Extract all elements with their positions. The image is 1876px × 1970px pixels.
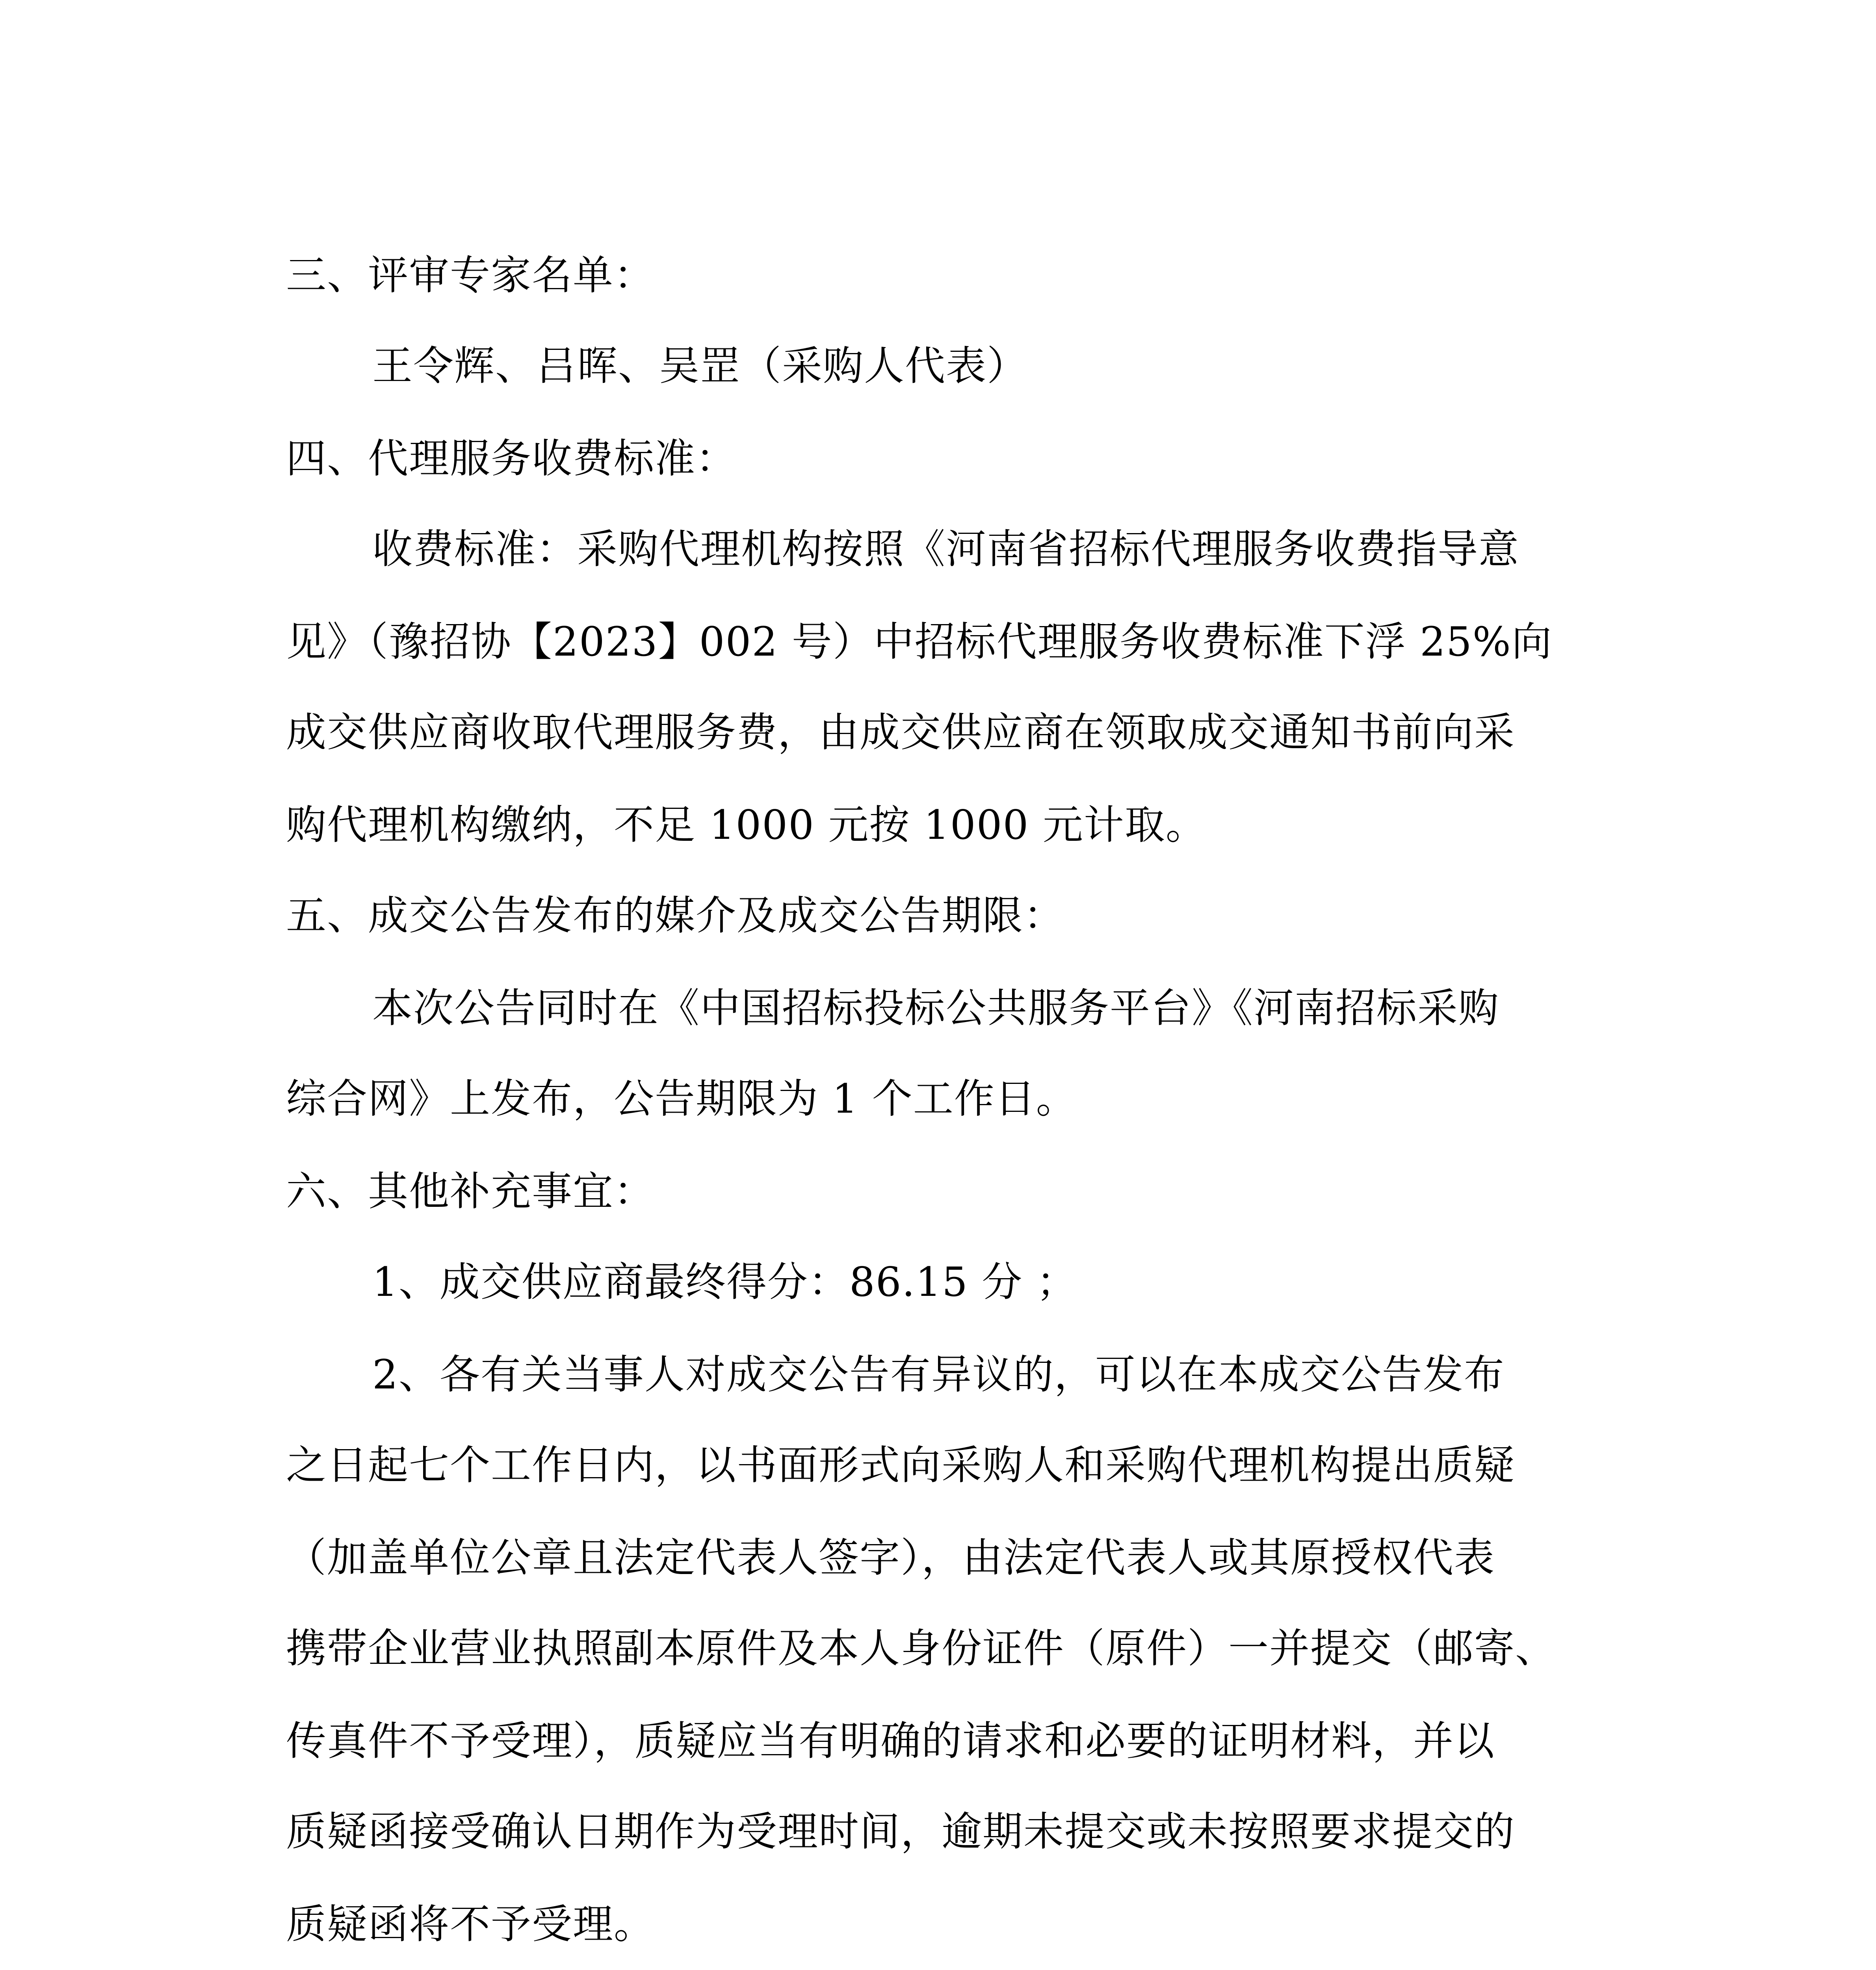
fee-paragraph-line-3: 成交供应商收取代理服务费，由成交供应商在领取成交通知书前向采 bbox=[286, 709, 1515, 756]
objection-paragraph-line-1: 2、各有关当事人对成交公告有异议的，可以在本成交公告发布 bbox=[372, 1351, 1505, 1398]
objection-paragraph-line-6: 质疑函接受确认日期作为受理时间，逾期未提交或未按照要求提交的 bbox=[286, 1808, 1515, 1855]
fee-paragraph-line-1: 收费标准：采购代理机构按照《河南省招标代理服务收费指导意 bbox=[372, 526, 1519, 573]
media-paragraph-line-1: 本次公告同时在《中国招标投标公共服务平台》《河南招标采购 bbox=[372, 985, 1499, 1032]
objection-paragraph-line-2: 之日起七个工作日内，以书面形式向采购人和采购代理机构提出质疑 bbox=[286, 1442, 1515, 1489]
final-score-item: 1、成交供应商最终得分：86.15 分 ； bbox=[372, 1259, 1077, 1306]
section-5-heading: 五、成交公告发布的媒介及成交公告期限： bbox=[286, 892, 1064, 939]
fee-paragraph-line-4: 购代理机构缴纳，不足 1000 元按 1000 元计取。 bbox=[286, 802, 1207, 849]
objection-paragraph-line-4: 携带企业营业执照副本原件及本人身份证件（原件）一并提交（邮寄、 bbox=[286, 1625, 1556, 1672]
section-4-heading: 四、代理服务收费标准： bbox=[286, 435, 737, 482]
expert-list: 王令辉、吕晖、吴罡（采购人代表） bbox=[372, 343, 1028, 390]
section-3-heading: 三、评审专家名单： bbox=[286, 252, 655, 299]
section-6-heading: 六、其他补充事宜： bbox=[286, 1168, 655, 1215]
objection-paragraph-line-7: 质疑函将不予受理。 bbox=[286, 1901, 655, 1948]
fee-paragraph-line-2: 见》（豫招协【2023】002 号）中招标代理服务收费标准下浮 25%向 bbox=[286, 619, 1553, 665]
media-paragraph-line-2: 综合网》上发布，公告期限为 1 个工作日。 bbox=[286, 1076, 1077, 1123]
objection-paragraph-line-5: 传真件不予受理），质疑应当有明确的请求和必要的证明材料，并以 bbox=[286, 1718, 1495, 1765]
objection-paragraph-line-3: （加盖单位公章且法定代表人签字），由法定代表人或其原授权代表 bbox=[286, 1535, 1495, 1582]
